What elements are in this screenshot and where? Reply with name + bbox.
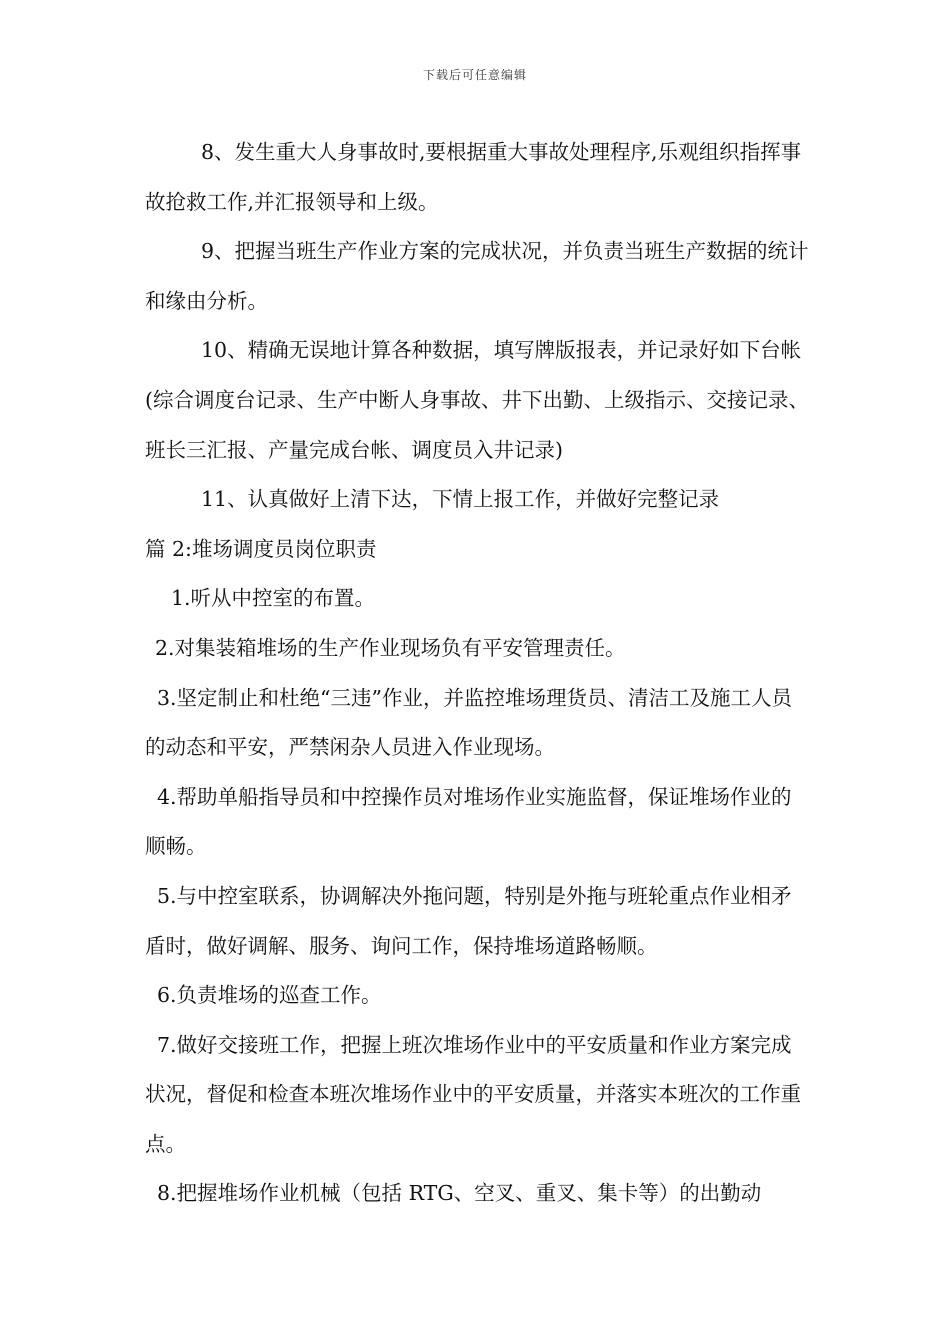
duty-item-2: 2.对集装箱堆场的生产作业现场负有平安管理责任。 <box>155 635 626 660</box>
duty-item-7: 7.做好交接班工作，把握上班次堆场作业中的平安质量和作业方案完成状况，督促和检查本班次堆场作业中的平安质量，并落实本班次的工作重点。 <box>145 1032 801 1156</box>
duty-item-3: 3.坚定制止和杜绝“三违”作业，并监控堆场理货员、清洁工及施工人员的动态和平安，严禁闲杂人员进入作业现场。 <box>145 685 793 760</box>
paragraph-item-11: 11、认真做好上清下达，下情上报工作，并做好完整记录 <box>201 487 720 512</box>
duty-item-8: 8.把握堆场作业机械（包括 RTG、空叉、重叉、集卡等）的出勤动 <box>157 1181 762 1206</box>
document-body <box>145 128 810 1219</box>
section-heading-2: 篇 2:堆场调度员岗位职责 <box>145 536 377 561</box>
duty-item-4: 4.帮助单船指导员和中控操作员对堆场作业实施监督，保证堆场作业的顺畅。 <box>145 784 792 859</box>
page-header-note: 下载后可任意编辑 <box>422 68 527 82</box>
duty-item-6: 6.负责堆场的巡查工作。 <box>157 983 382 1008</box>
paragraph-item-9: 9、把握当班生产作业方案的完成状况，并负责当班生产数据的统计和缘由分析。 <box>145 239 809 313</box>
paragraph-item-8: 8、发生重大人身事故时,要根据重大事故处理程序,乐观组织指挥事故抢救工作,并汇报领导和上级。 <box>145 140 802 214</box>
duty-item-1: 1.听从中控室的布置。 <box>171 586 376 611</box>
duty-item-5: 5.与中控室联系，协调解决外拖问题，特别是外拖与班轮重点作业相矛盾时，做好调解、服务、询问工作，保持堆场道路畅顺。 <box>145 883 792 958</box>
paragraph-item-10: 10、精确无误地计算各种数据，填写牌版报表，并记录好如下台帐(综合调度台记录、生产中断人身事故、井下出勤、上级指示、交接记录、班长三汇报、产量完成台帐、调度员入井记录) <box>145 338 809 462</box>
